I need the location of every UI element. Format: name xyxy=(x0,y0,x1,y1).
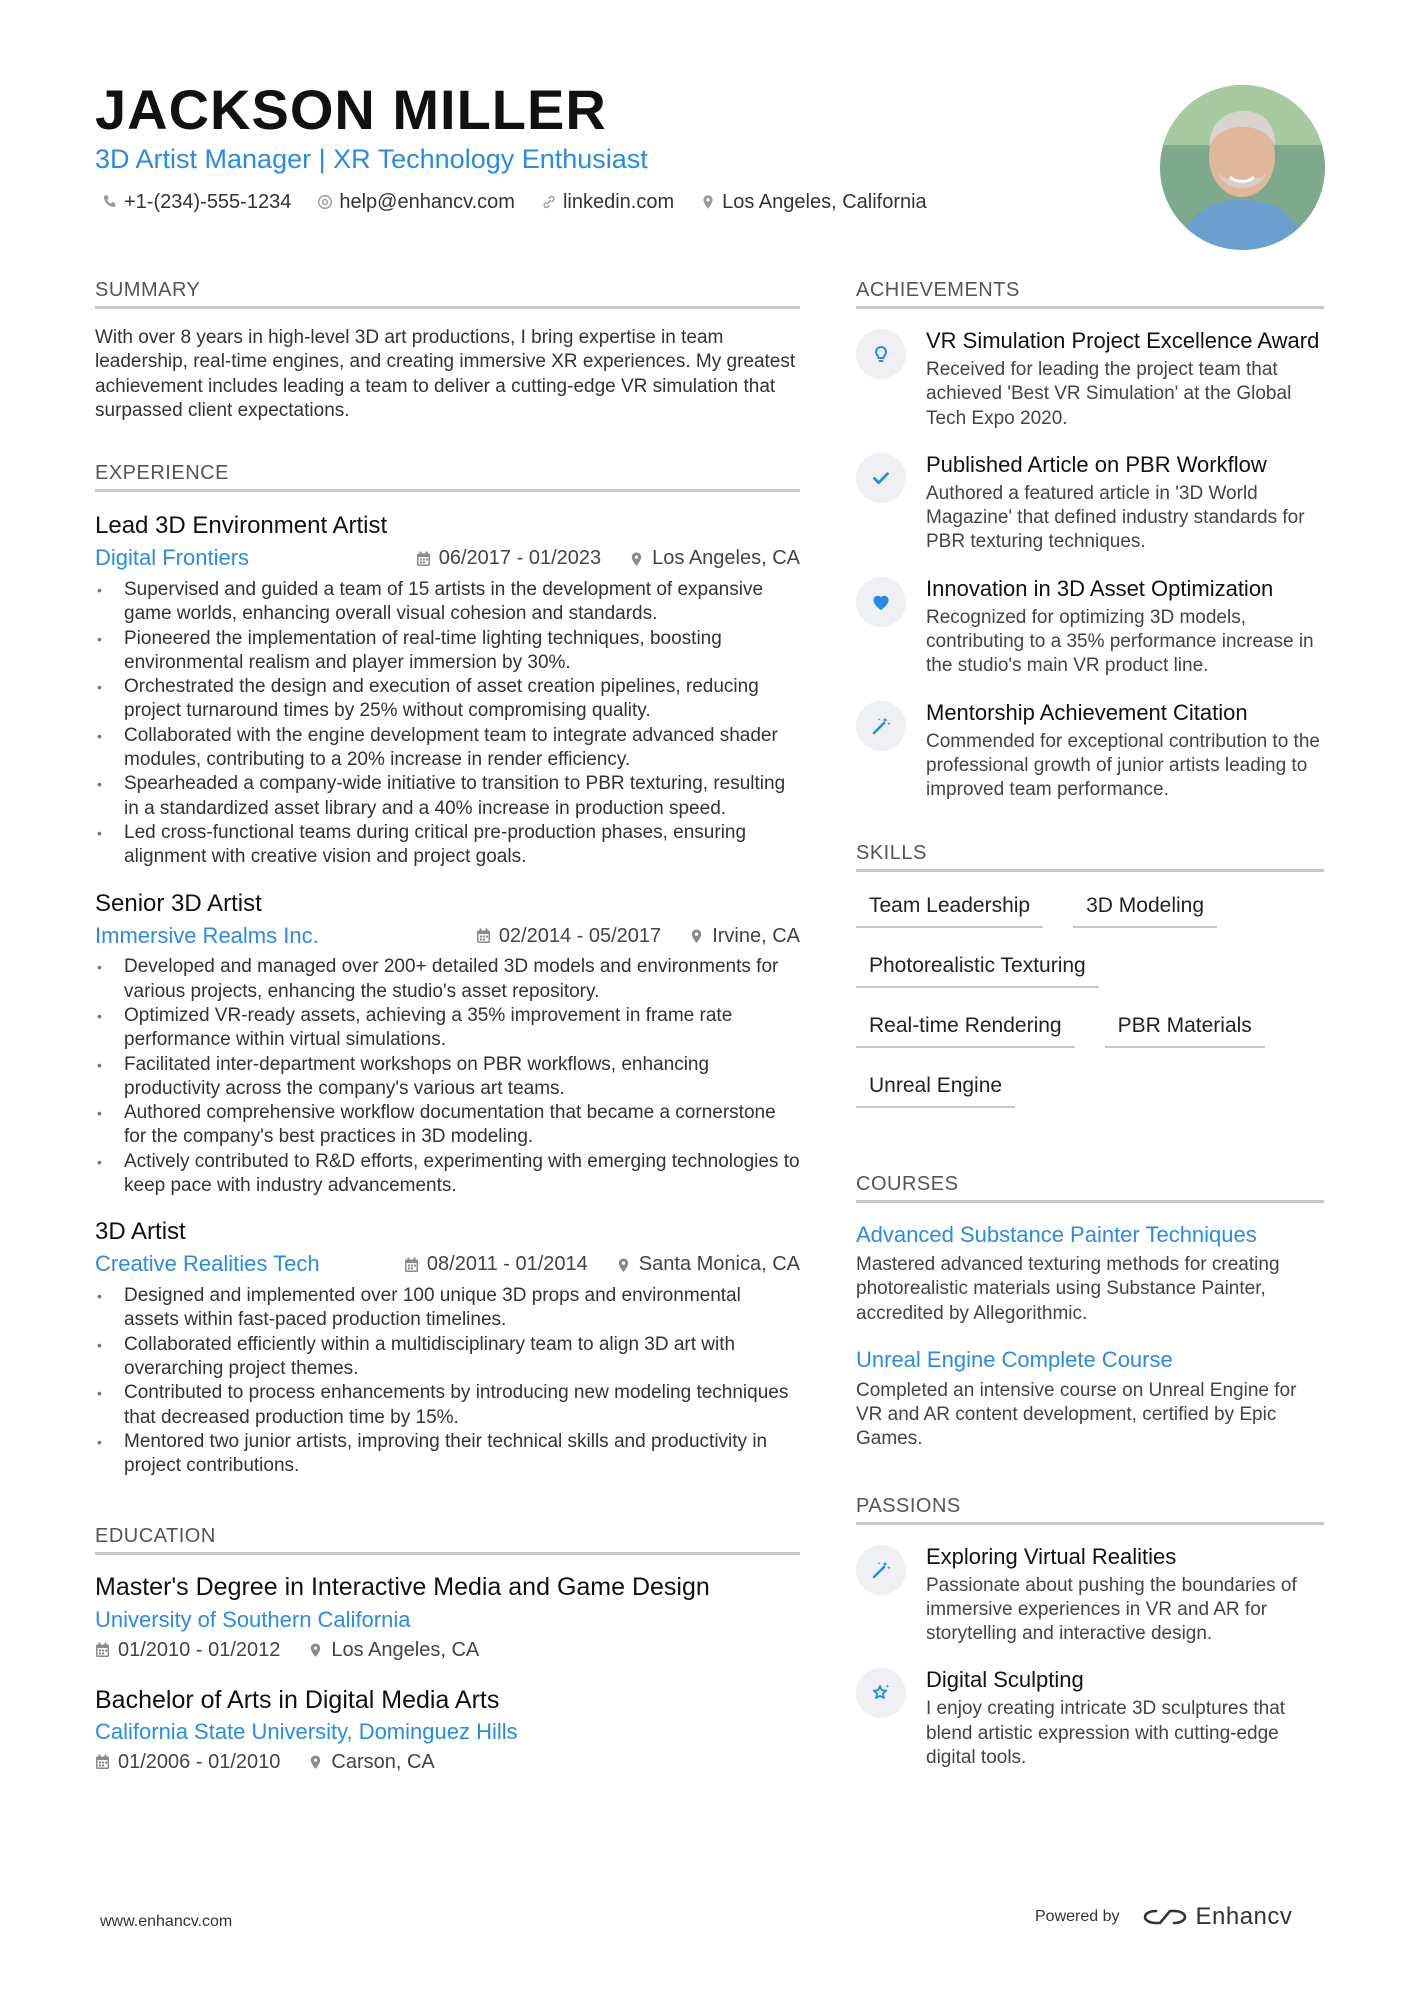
achievement-title: Mentorship Achievement Citation xyxy=(926,699,1248,725)
achievement-title: Published Article on PBR Workflow xyxy=(926,451,1267,477)
list-item: • Orchestrated the design and execution of asset creation pipelines, reducing project turnaround times by 25% without compromising quality. xyxy=(95,675,800,724)
brand-name: Enhancv xyxy=(1195,1903,1293,1930)
footer-website[interactable]: www.enhancv.com xyxy=(100,1913,233,1930)
contact-bar xyxy=(102,190,927,214)
footer-branding xyxy=(1035,1903,1292,1931)
passion-description: I enjoy creating intricate 3D sculptures that blend artistic expression with cutting-edge digital tools. xyxy=(926,1698,1286,1769)
achievement-item xyxy=(856,699,1324,803)
job-dates: 08/2011 - 01/2014 xyxy=(426,1253,588,1276)
location-pin-icon xyxy=(689,928,704,944)
job-dates: 06/2017 - 01/2023 xyxy=(438,547,602,570)
course-title: Advanced Substance Painter Techniques xyxy=(856,1221,1257,1247)
location-pin-icon xyxy=(308,1754,323,1770)
job-title: Lead 3D Environment Artist xyxy=(95,512,388,540)
link-icon xyxy=(541,194,557,210)
job-location: Irvine, CA xyxy=(712,924,800,947)
job-bullets xyxy=(95,1284,800,1478)
achievements-section-title: ACHIEVEMENTS xyxy=(856,278,1324,309)
courses-section-title: COURSES xyxy=(856,1172,1324,1203)
job-dates: 02/2014 - 05/2017 xyxy=(498,924,662,947)
calendar-icon xyxy=(416,551,431,567)
checkmark-icon xyxy=(870,467,892,489)
school-name: California State University, Dominguez Hills xyxy=(95,1719,518,1745)
achievement-item xyxy=(856,575,1324,679)
experience-item xyxy=(95,1216,800,1478)
right-column xyxy=(856,278,1324,1770)
education-item xyxy=(95,1684,800,1774)
calendar-icon xyxy=(95,1754,110,1770)
school-name: University of Southern California xyxy=(95,1606,411,1632)
list-item: • Led cross-functional teams during critical pre-production phases, ensuring alignment with creative vision and project goals. xyxy=(95,821,800,870)
company-name: Digital Frontiers xyxy=(95,545,250,571)
achievement-title: Innovation in 3D Asset Optimization xyxy=(926,575,1274,601)
list-item: • Authored comprehensive workflow documentation that became a cornerstone for the company's best practices in 3D modeling. xyxy=(95,1101,800,1150)
list-item: • Collaborated with the engine development team to integrate advanced shader modules, contributing to a 20% increase in render efficiency. xyxy=(95,724,800,773)
achievement-description: Commended for exceptional contribution to the professional growth of junior artists leading to improved team performance. xyxy=(926,730,1320,801)
contact-location-text: Los Angeles, California xyxy=(722,191,927,213)
education-dates: 01/2010 - 01/2012 xyxy=(118,1638,281,1661)
company-name: Immersive Realms Inc. xyxy=(95,922,319,948)
list-item: • Developed and managed over 200+ detailed 3D models and environments for various projects, enhancing the studio's asset repository. xyxy=(95,955,800,1004)
list-item: • Designed and implemented over 100 unique 3D props and environmental assets within fast-paced production timelines. xyxy=(95,1284,800,1333)
candidate-headline: 3D Artist Manager | XR Technology Enthusiast xyxy=(95,144,648,174)
list-item: • Optimized VR-ready assets, achieving a 35% improvement in frame rate performance within virtual simulations. xyxy=(95,1004,800,1053)
contact-phone[interactable] xyxy=(102,190,291,214)
skill-tag: Real-time Rendering xyxy=(856,1006,1075,1048)
job-bullets xyxy=(95,578,800,870)
list-item: • Contributed to process enhancements by introducing new modeling techniques that decreased production time by 15%. xyxy=(95,1381,800,1430)
list-item: • Pioneered the implementation of real-time lighting techniques, boosting environmental realism and player immersion by 30%. xyxy=(95,627,800,676)
candidate-name: JACKSON MILLER xyxy=(95,78,607,141)
skill-tag: Team Leadership xyxy=(856,886,1043,928)
contact-location xyxy=(700,190,927,214)
list-item: • Actively contributed to R&D efforts, experimenting with emerging technologies to keep pace with industry advancements. xyxy=(95,1150,800,1199)
enhancv-logo[interactable] xyxy=(1142,1903,1293,1931)
job-title: 3D Artist xyxy=(95,1218,186,1246)
experience-item xyxy=(95,888,800,1199)
calendar-icon xyxy=(95,1642,110,1658)
contact-email-text: help@enhancv.com xyxy=(339,191,515,213)
job-location: Los Angeles, CA xyxy=(652,547,800,570)
magic-wand-icon xyxy=(870,715,892,737)
at-icon xyxy=(317,194,333,210)
magic-wand-icon xyxy=(870,1559,892,1581)
powered-by-label: Powered by xyxy=(1035,1908,1120,1925)
phone-icon xyxy=(102,194,118,210)
course-title: Unreal Engine Complete Course xyxy=(856,1347,1173,1373)
contact-linkedin-text: linkedin.com xyxy=(562,191,675,213)
list-item: • Supervised and guided a team of 15 artists in the development of expansive game worlds, enhancing overall visual cohesion and standards. xyxy=(95,578,800,627)
education-item xyxy=(95,1571,800,1661)
achievement-item xyxy=(856,327,1324,431)
company-name: Creative Realities Tech xyxy=(95,1251,320,1277)
location-pin-icon xyxy=(616,1257,631,1273)
passion-item xyxy=(856,1666,1324,1770)
degree-title: Master's Degree in Interactive Media and Game Design xyxy=(95,1573,710,1602)
location-pin-icon xyxy=(629,551,644,567)
education-dates: 01/2006 - 01/2010 xyxy=(118,1750,281,1773)
star-sparkle-icon xyxy=(870,1682,892,1704)
list-item: • Facilitated inter-department workshops on PBR workflows, enhancing productivity across the company's various art teams. xyxy=(95,1053,800,1102)
summary-section-title: SUMMARY xyxy=(95,278,800,309)
passions-section-title: PASSIONS xyxy=(856,1494,1324,1525)
enhancv-logo-icon xyxy=(1142,1905,1188,1929)
list-item: • Spearheaded a company-wide initiative to transition to PBR texturing, resulting in a standardized asset library and a 40% increase in production speed. xyxy=(95,772,800,821)
profile-photo xyxy=(1160,85,1325,250)
experience-item xyxy=(95,510,800,869)
achievement-description: Recognized for optimizing 3D models, contributing to a 35% performance increase in the studio's main VR product line. xyxy=(926,606,1314,677)
education-location: Los Angeles, CA xyxy=(331,1638,480,1661)
location-pin-icon xyxy=(700,194,716,210)
passion-title: Exploring Virtual Realities xyxy=(926,1543,1177,1569)
summary-text: With over 8 years in high-level 3D art productions, I bring expertise in team leadership, real-time engines, and creating immersive XR experiences. My greatest achievement includes leading a team to deliver a cutting-edge VR simulation that surpassed client expectations. xyxy=(95,327,796,421)
job-bullets xyxy=(95,955,800,1198)
achievement-title: VR Simulation Project Excellence Award xyxy=(926,328,1320,353)
passion-description: Passionate about pushing the boundaries of immersive experiences in VR and AR for storytelling and interactive design. xyxy=(926,1574,1297,1645)
contact-linkedin[interactable] xyxy=(541,190,674,214)
list-item: • Collaborated efficiently within a multidisciplinary team to align 3D art with overarching project themes. xyxy=(95,1333,800,1382)
skill-tag: 3D Modeling xyxy=(1073,886,1217,928)
skills-section-title: SKILLS xyxy=(856,841,1324,872)
skill-tag: Photorealistic Texturing xyxy=(856,946,1099,988)
passion-item xyxy=(856,1543,1324,1647)
achievement-description: Received for leading the project team that achieved 'Best VR Simulation' at the Global Tech Expo 2020. xyxy=(926,359,1292,429)
achievement-item xyxy=(856,451,1324,555)
calendar-icon xyxy=(404,1257,419,1273)
job-location: Santa Monica, CA xyxy=(638,1253,800,1276)
skills-list xyxy=(856,886,1324,1126)
degree-title: Bachelor of Arts in Digital Media Arts xyxy=(95,1685,500,1714)
heart-icon xyxy=(870,591,892,613)
calendar-icon xyxy=(476,928,491,944)
course-description: Mastered advanced texturing methods for creating photorealistic materials using Substance Painter, accredited by Allegorithmic. xyxy=(856,1254,1280,1324)
skill-tag: Unreal Engine xyxy=(856,1066,1015,1108)
education-section-title: EDUCATION xyxy=(95,1524,800,1555)
left-column xyxy=(95,278,800,1774)
passion-title: Digital Sculpting xyxy=(926,1667,1084,1693)
list-item: • Mentored two junior artists, improving their technical skills and productivity in project contributions. xyxy=(95,1430,800,1479)
experience-section-title: EXPERIENCE xyxy=(95,461,800,492)
achievement-description: Authored a featured article in '3D World Magazine' that defined industry standards for PBR texturing techniques. xyxy=(926,482,1305,553)
contact-email[interactable] xyxy=(317,190,515,214)
contact-phone-text: +1-(234)-555-1234 xyxy=(124,191,292,213)
location-pin-icon xyxy=(308,1642,323,1658)
education-location: Carson, CA xyxy=(331,1750,435,1773)
skill-tag: PBR Materials xyxy=(1105,1006,1265,1048)
course-description: Completed an intensive course on Unreal Engine for VR and AR content development, certified by Epic Games. xyxy=(856,1379,1297,1450)
lightbulb-icon xyxy=(870,343,892,365)
job-title: Senior 3D Artist xyxy=(95,889,262,917)
